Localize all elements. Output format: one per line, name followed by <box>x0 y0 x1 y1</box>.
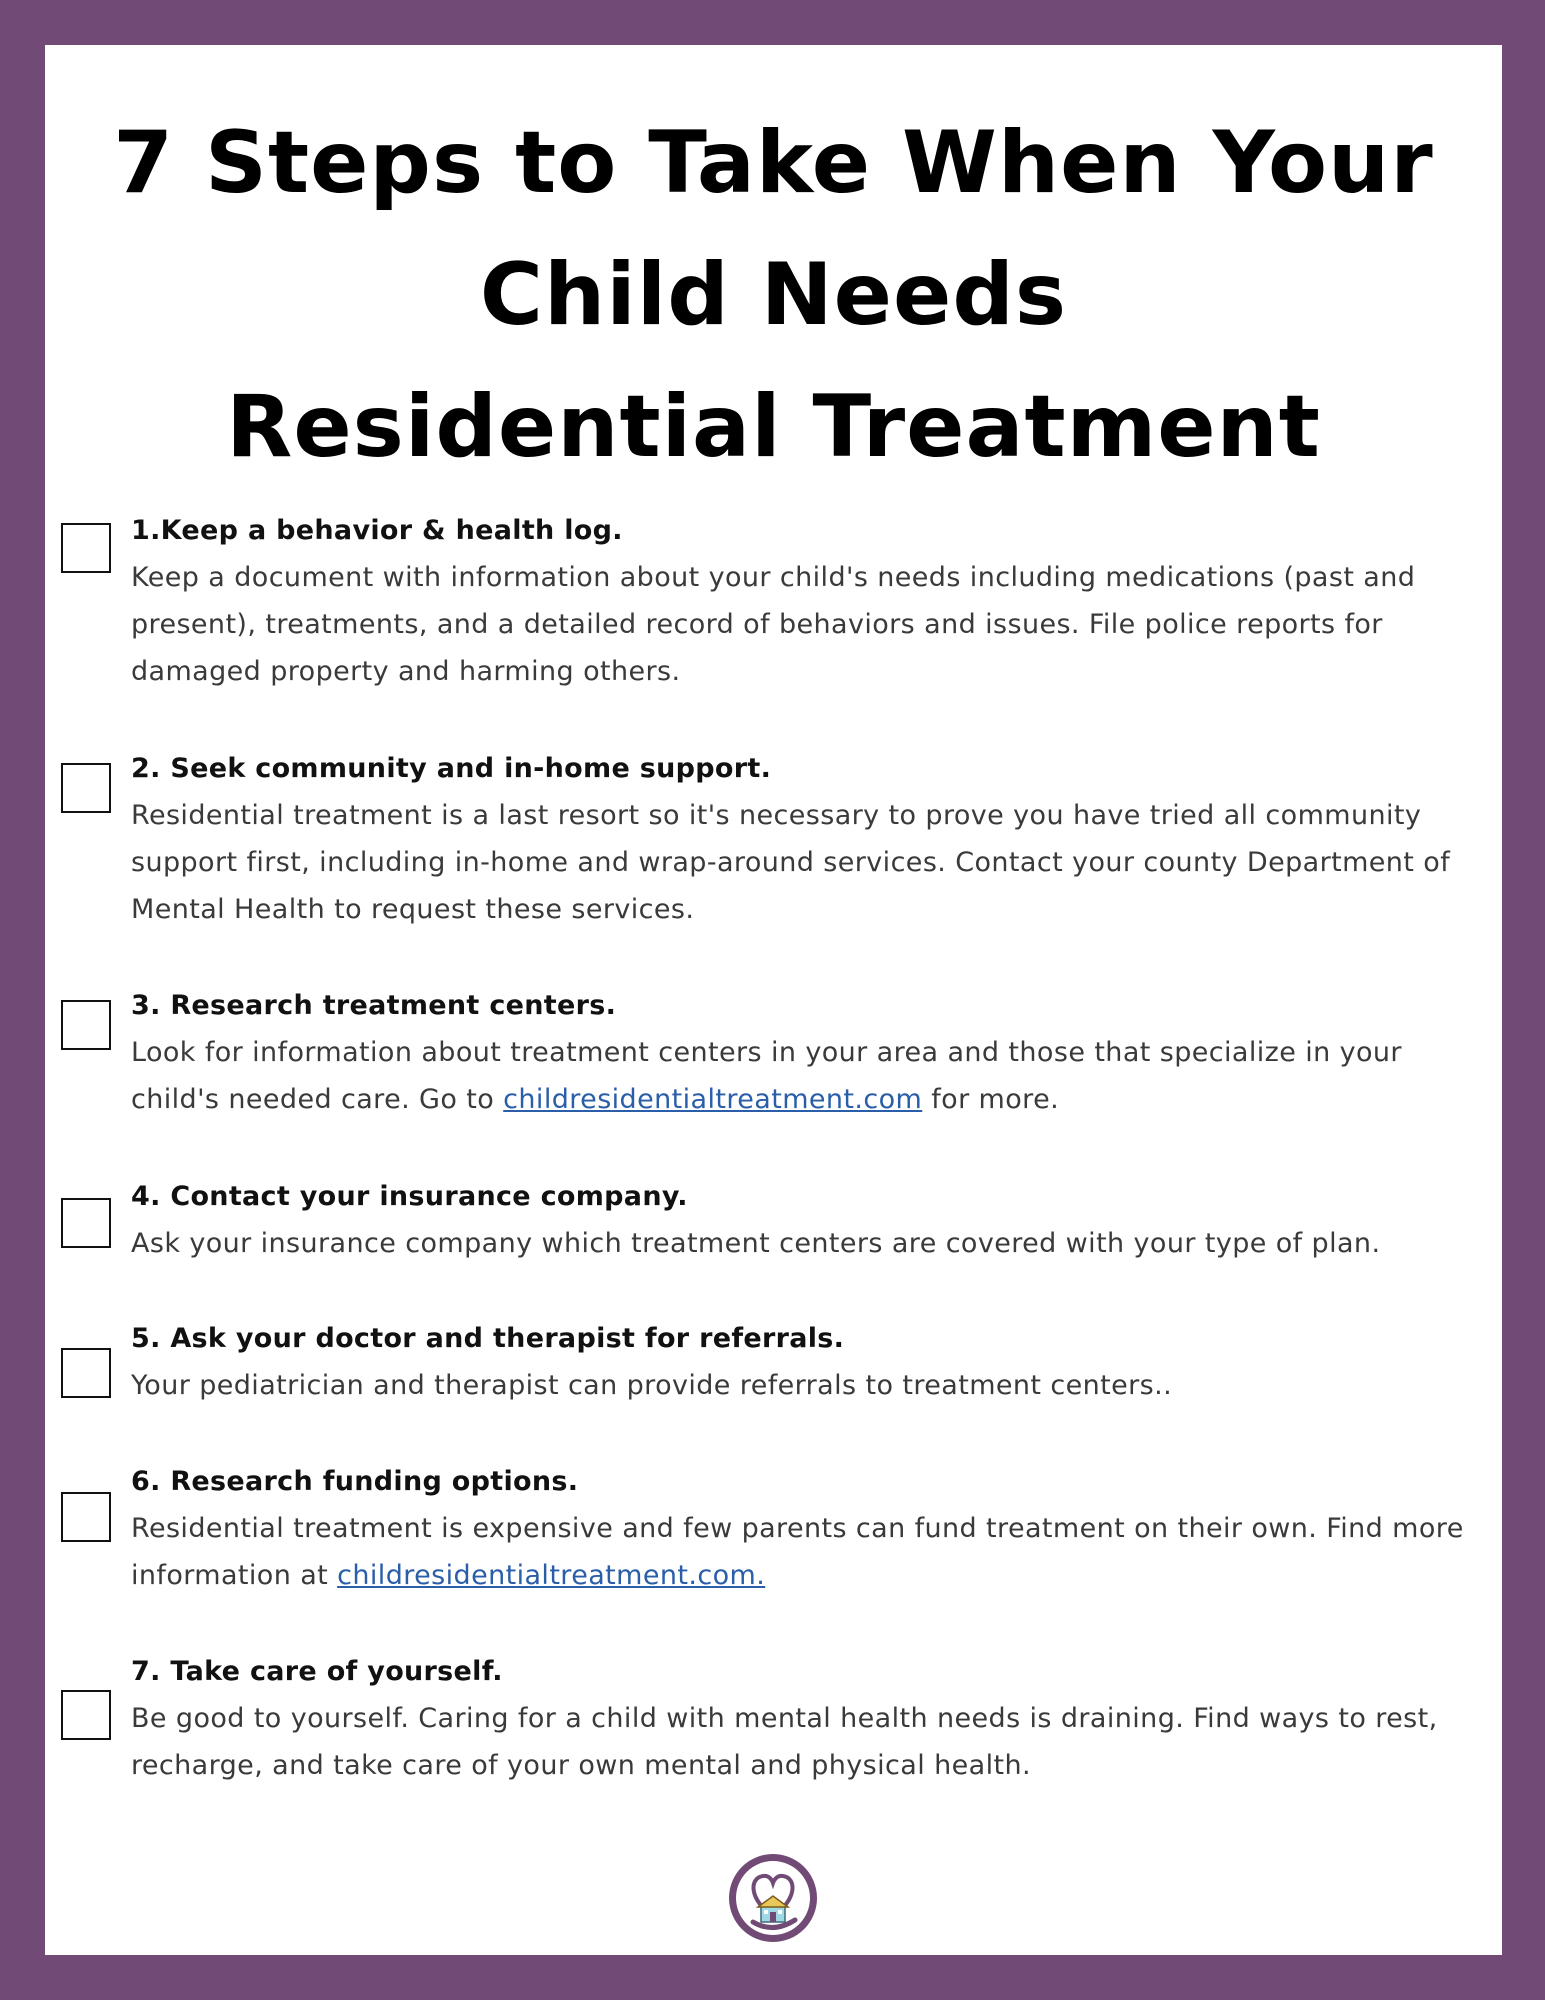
step-1-checkbox[interactable] <box>61 523 111 573</box>
step-3-link[interactable]: childresidentialtreatment.com <box>503 1084 923 1115</box>
step-6-text <box>131 1458 1496 1599</box>
step-6-link[interactable]: childresidentialtreatment.com. <box>337 1560 766 1591</box>
step-2-checkbox[interactable] <box>61 763 111 813</box>
step-5-body: Your pediatrician and therapist can provide referrals to treatment centers.. <box>131 1370 1173 1401</box>
step-6-checkbox[interactable] <box>61 1492 111 1542</box>
checklist-page <box>45 45 1502 1955</box>
step-2-heading: 2. Seek community and in-home support. <box>131 753 772 784</box>
step-7-body: Be good to yourself. Caring for a child with mental health needs is draining. Find ways to rest, recharge, and take care of your own mental and physical health. <box>131 1703 1438 1781</box>
logo-graphic <box>725 1850 821 1946</box>
step-1-body: Keep a document with information about your child's needs including medications (past and present), treatments, and a detailed record of behaviors and issues. File police reports for damaged property and harming others. <box>131 562 1416 687</box>
step-1-text <box>131 507 1496 695</box>
step-4-heading: 4. Contact your insurance company. <box>131 1181 688 1212</box>
step-7-checkbox[interactable] <box>61 1690 111 1740</box>
step-3-heading: 3. Research treatment centers. <box>131 990 617 1021</box>
step-2-body: Residential treatment is a last resort so it's necessary to prove you have tried all community support first, including in-home and wrap-around services. Contact your county Department of Mental Health to request these services. <box>131 800 1451 925</box>
step-5-text <box>131 1315 1496 1409</box>
logo-house-window-left <box>764 1910 768 1914</box>
step-1-heading: 1.Keep a behavior & health log. <box>131 515 623 546</box>
step-4-body: Ask your insurance company which treatment centers are covered with your type of plan. <box>131 1228 1381 1259</box>
step-5-heading: 5. Ask your doctor and therapist for referrals. <box>131 1323 845 1354</box>
heart-house-logo-icon <box>725 1850 821 1946</box>
step-3-text <box>131 982 1496 1123</box>
step-6-body-text: Residential treatment is expensive and few parents can fund treatment on their own. Find more information at <box>131 1513 1464 1591</box>
step-3-body-text-after: for more. <box>922 1084 1060 1115</box>
step-4-checkbox[interactable] <box>61 1198 111 1248</box>
logo-house-door <box>770 1912 776 1922</box>
step-2-text <box>131 745 1496 933</box>
step-5-checkbox[interactable] <box>61 1348 111 1398</box>
step-3-body <box>131 1029 1496 1123</box>
page-title <box>45 97 1502 493</box>
title-line-3: Residential Treatment <box>226 377 1321 477</box>
step-3-checkbox[interactable] <box>61 1000 111 1050</box>
step-7-heading: 7. Take care of yourself. <box>131 1656 503 1687</box>
step-6-heading: 6. Research funding options. <box>131 1466 579 1497</box>
step-4-text <box>131 1173 1496 1267</box>
step-7-text <box>131 1648 1496 1789</box>
step-6-body <box>131 1505 1496 1599</box>
title-line-1: 7 Steps to Take When Your <box>113 113 1434 213</box>
title-line-2: Child Needs <box>479 245 1068 345</box>
step-3-body-text: Look for information about treatment centers in your area and those that specialize in your child's needed care. Go to <box>131 1037 1402 1115</box>
logo-house-window-right <box>778 1910 782 1914</box>
